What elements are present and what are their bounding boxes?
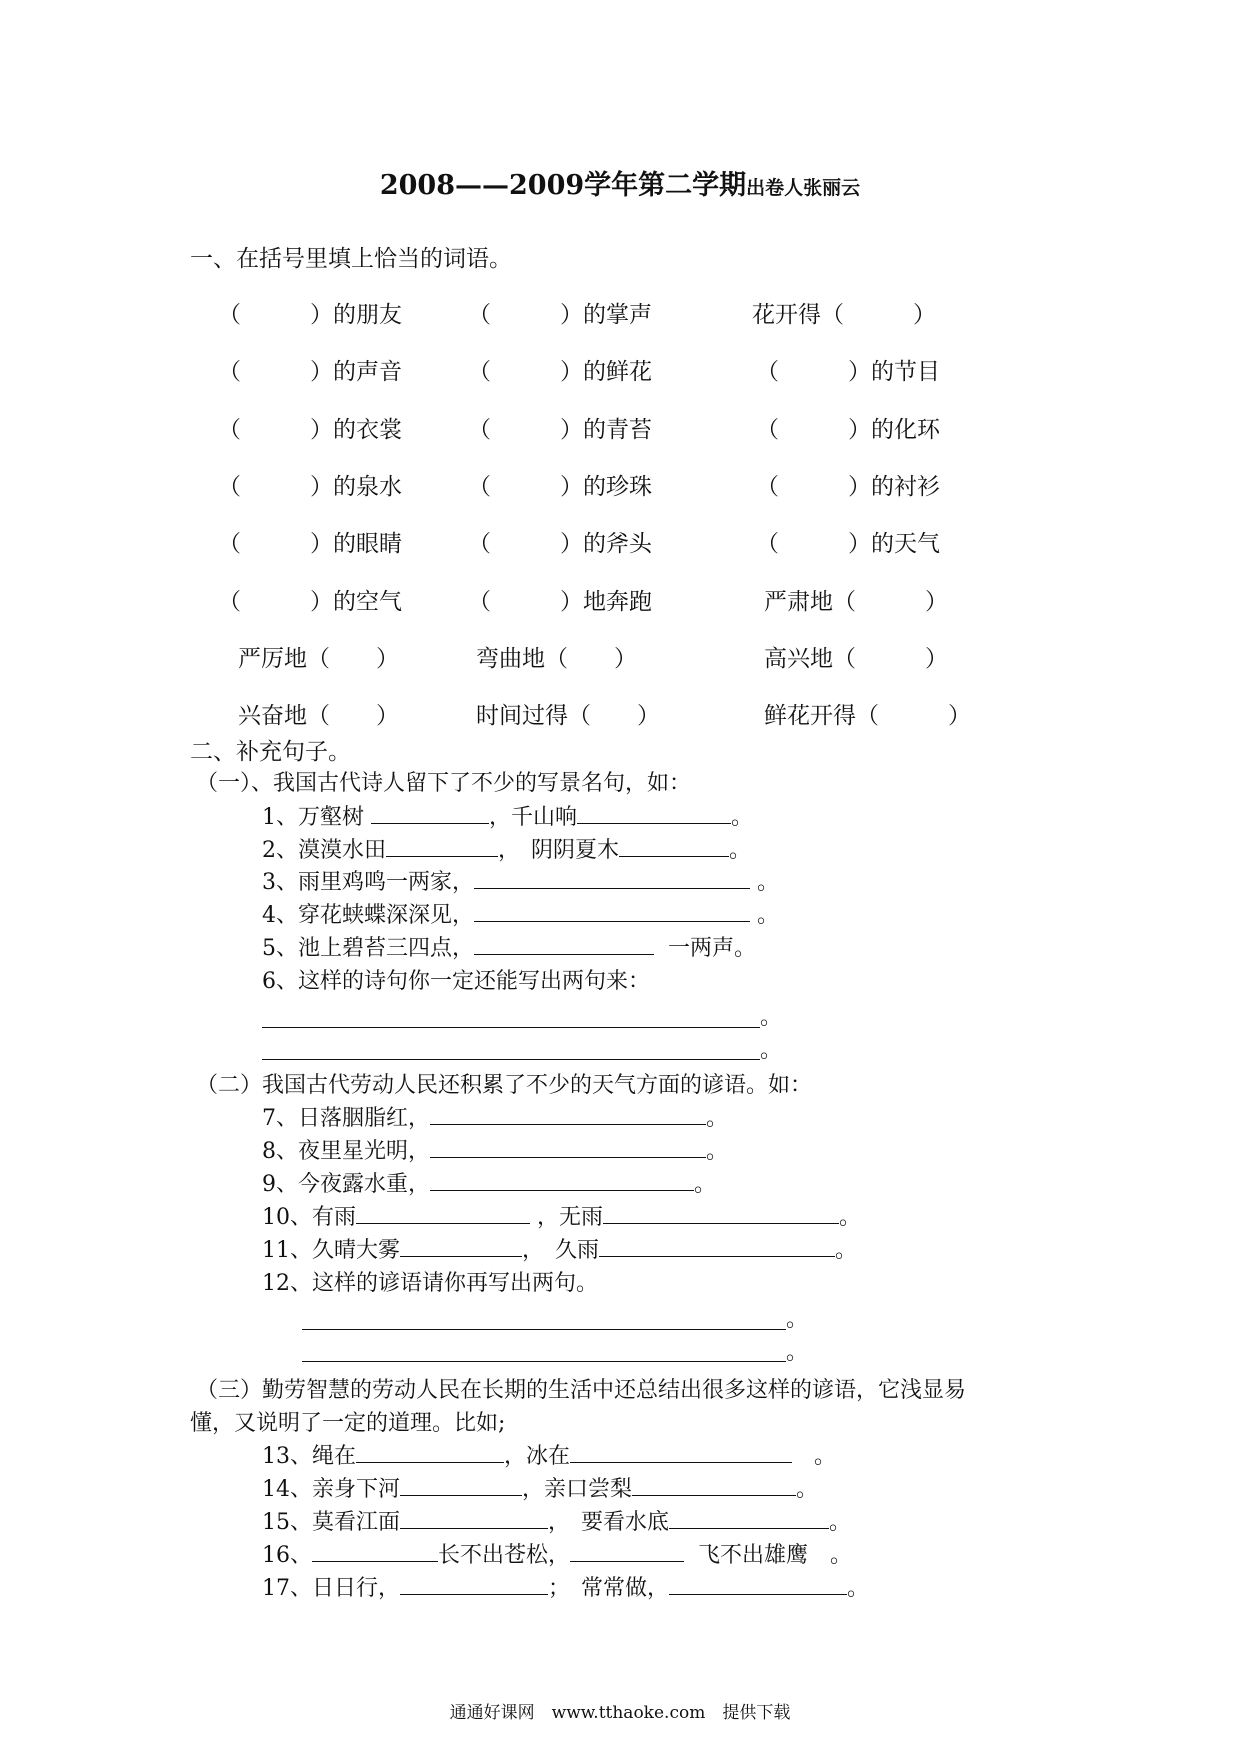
answer-blank[interactable] [400,1472,522,1496]
question-6: 6、这样的诗句你一定还能写出两句来： [262,969,650,994]
question-15: 15、莫看江面 ， 要看水底 。 [262,1505,851,1536]
answer-blank[interactable] [400,1505,548,1529]
fill-cell: （ ）的青苔 [468,417,652,443]
section2-heading: 二、补充句子。 [190,739,351,765]
fill-cell: （ ）的天气 [756,531,940,557]
answer-blank[interactable] [356,1200,530,1224]
question-17: 17、日日行， ； 常常做， 。 [262,1571,869,1602]
fill-cell: （ ）的节目 [756,359,940,385]
fill-cell: 严厉地（ ） [238,646,399,672]
page-title [0,163,1240,202]
question-10: 10、有雨 ，无雨 。 [262,1200,861,1231]
question-9: 9、今夜露水重， 。 [262,1167,716,1198]
fill-cell: （ ）的空气 [218,589,402,615]
fill-cell: （ ）的声音 [218,359,402,385]
answer-blank[interactable] [669,1505,829,1529]
answer-blank[interactable] [474,898,750,922]
footer-text: 通通好课网 www.tthaoke.com 提供下载 [449,1703,791,1723]
question-5: 5、池上碧苔三四点， 一两声。 [262,931,756,962]
question-16: 16、 长不出苍松， 飞不出雄鹰 。 [262,1538,852,1569]
title-main: 2008——2009学年第二学期 [379,170,747,201]
answer-line[interactable] [302,1337,786,1362]
fill-cell: （ ）地奔跑 [468,589,652,615]
answer-blank[interactable] [312,1538,438,1562]
answer-end-mark: 。 [786,1340,809,1365]
answer-blank[interactable] [430,1167,694,1191]
answer-end-mark: 。 [760,1038,783,1063]
question-12: 12、这样的谚语请你再写出两句。 [262,1271,598,1296]
fill-cell: （ ）的朋友 [218,302,402,328]
answer-blank[interactable] [400,1233,522,1257]
answer-line[interactable] [302,1305,786,1330]
part3-heading-line2: 懂，又说明了一定的道理。比如; [190,1411,506,1436]
answer-end-mark: 。 [786,1307,809,1332]
question-11: 11、久晴大雾 ， 久雨 。 [262,1233,857,1264]
answer-blank[interactable] [430,1134,706,1158]
question-1: 1、万壑树 ，千山响 。 [262,800,753,831]
fill-cell: 严肃地（ ） [764,589,948,615]
part2-heading: （二）我国古代劳动人民还积累了不少的天气方面的谚语。如： [196,1073,813,1098]
fill-cell: 时间过得（ ） [476,703,660,729]
answer-blank[interactable] [577,800,731,824]
fill-cell: （ ）的泉水 [218,474,402,500]
answer-blank[interactable] [570,1439,792,1463]
question-2: 2、漠漠水田 ， 阴阴夏木 。 [262,833,751,864]
answer-blank[interactable] [356,1439,504,1463]
fill-cell: 兴奋地（ ） [238,703,399,729]
answer-blank[interactable] [371,800,489,824]
fill-cell: 鲜花开得（ ） [764,703,971,729]
answer-blank[interactable] [669,1571,847,1595]
fill-cell: 高兴地（ ） [764,646,948,672]
answer-blank[interactable] [632,1472,796,1496]
title-author: 出卷人张丽云 [746,177,861,199]
answer-end-mark: 。 [760,1005,783,1030]
answer-blank[interactable] [603,1200,839,1224]
answer-line[interactable] [262,1003,760,1028]
question-13: 13、绳在 ，冰在 。 [262,1439,836,1470]
part1-heading: （一）、我国古代诗人留下了不少的写景名句，如： [196,771,692,796]
fill-cell: （ ）的衣裳 [218,417,402,443]
answer-blank[interactable] [386,833,498,857]
answer-line[interactable] [262,1035,760,1060]
question-7: 7、日落胭脂红， 。 [262,1101,728,1132]
question-3: 3、雨里鸡鸣一两家， 。 [262,865,779,896]
question-8: 8、夜里星光明， 。 [262,1134,728,1165]
section1-heading: 一、在括号里填上恰当的词语。 [190,246,512,272]
answer-blank[interactable] [400,1571,548,1595]
question-14: 14、亲身下河 ，亲口尝梨 。 [262,1472,818,1503]
answer-blank[interactable] [474,865,750,889]
question-4: 4、穿花蛱蝶深深见， 。 [262,898,779,929]
answer-blank[interactable] [570,1538,684,1562]
fill-cell: （ ）的斧头 [468,531,652,557]
fill-cell: 弯曲地（ ） [476,646,637,672]
answer-blank[interactable] [430,1101,706,1125]
fill-cell: （ ）的珍珠 [468,474,652,500]
answer-blank[interactable] [619,833,729,857]
answer-blank[interactable] [599,1233,835,1257]
fill-cell: （ ）的衬衫 [756,474,940,500]
fill-cell: （ ）的掌声 [468,302,652,328]
fill-cell: （ ）的鲜花 [468,359,652,385]
part3-heading-line1: （三）勤劳智慧的劳动人民在长期的生活中还总结出很多这样的谚语，它浅显易 [196,1378,967,1403]
answer-blank[interactable] [474,931,654,955]
fill-cell: 花开得（ ） [752,302,936,328]
fill-cell: （ ）的眼睛 [218,531,402,557]
fill-cell: （ ）的化环 [756,417,940,443]
